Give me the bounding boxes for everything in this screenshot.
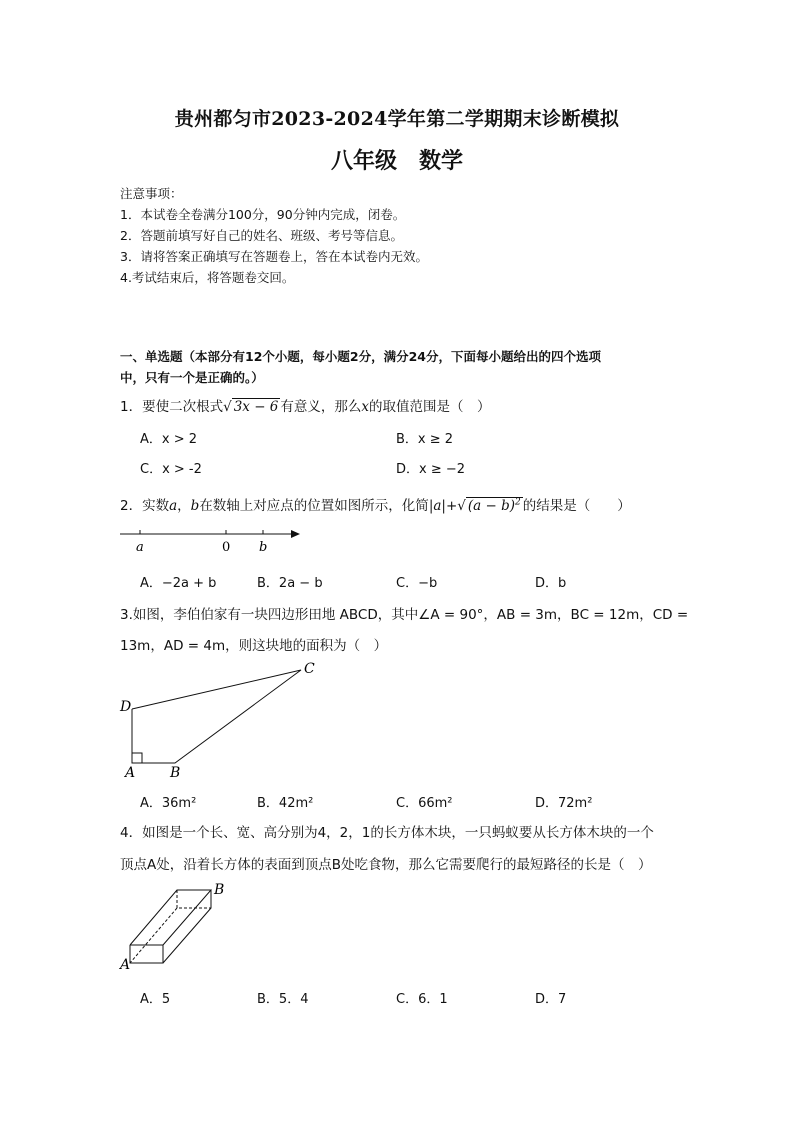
notes-heading: 注意事项： [120,186,183,201]
vertex-b: B [214,882,225,898]
q4-option-b[interactable]: B．5．4 [257,992,309,1007]
q2-pre: 2．实数 [120,498,170,514]
right-angle-mark [132,753,142,763]
q2-b: b [190,498,200,514]
number-line-figure [118,524,308,556]
q2-mid: 在数轴上对应点的位置如图所示，化简 [199,498,429,514]
number-line-arrow [291,530,300,538]
label-a: a [136,540,144,555]
vertex-a: A [125,765,136,781]
q1-option-b[interactable]: B．x ≥ 2 [396,432,454,447]
q1-pre: 1．要使二次根式 [120,399,224,415]
q3-option-c[interactable]: C．66m² [396,796,453,811]
q4-option-d[interactable]: D．7 [535,992,567,1007]
exam-subtitle: 八年级 数学 [330,149,463,174]
sqrt-symbol: √ [457,498,466,514]
q4-option-c[interactable]: C．6．1 [396,992,448,1007]
cuboid-top-face [130,890,211,945]
exam-title: 贵州都匀市2023-2024学年第二学期期末诊断模拟 [174,108,620,130]
hidden-edges-back [177,890,211,908]
q2-plus: + [445,498,458,514]
q2-radicand [466,497,523,514]
q2-option-b[interactable]: B．2a − b [257,576,323,591]
q2-abs: |a| [428,498,446,514]
label-b: b [259,540,268,555]
section-heading-line1: 一、单选题（本部分有12个小题，每小题2分，满分24分，下面每小题给出的四个选项 [120,349,601,364]
question-3-line2: 13m，AD = 4m，则这块地的面积为（ ） [120,638,388,654]
vertex-b: B [170,765,181,781]
quadrilateral-abcd [132,670,301,763]
question-1-stem [120,395,491,415]
question-2-stem [120,494,631,514]
q1-mid: 有意义，那么 [280,399,362,415]
q2-option-d[interactable]: D．b [535,576,567,591]
note-item-3: 3．请将答案正确填写在答题卷上，答在本试卷内无效。 [120,249,428,264]
sqrt-symbol: √ [223,399,232,415]
q3-option-a[interactable]: A．36m² [140,796,197,811]
q2-post: 的结果是（ ） [522,498,631,514]
quadrilateral-figure [115,656,325,781]
note-item-4: 4.考试结束后，将答题卷交回。 [120,270,295,285]
question-3-line1: 3.如图，李伯伯家有一块四边形田地 ABCD，其中∠A = 90°，AB = 3m，BC = 12m，CD = [120,607,689,623]
vertex-a: A [120,957,131,972]
q2-option-c[interactable]: C．−b [396,576,438,591]
q3-option-b[interactable]: B．42m² [257,796,314,811]
q1-var: x [361,399,370,415]
q2-sep: ， [177,498,191,514]
q1-post: 的取值范围是（ ） [369,399,491,415]
vertex-c: C [304,661,315,677]
q1-option-c[interactable]: C．x > -2 [140,462,202,477]
q2-exponent: 2 [515,497,521,508]
question-4-line1: 4．如图是一个长、宽、高分别为4，2，1的长方体木块，一只蚂蚁要从长方体木块的一个 [120,825,654,841]
q1-option-a[interactable]: A．x > 2 [140,432,198,447]
q2-a: a [169,498,178,514]
vertex-d: D [120,699,132,715]
q3-option-d[interactable]: D．72m² [535,796,593,811]
q4-option-a[interactable]: A．5 [140,992,171,1007]
q2-option-a[interactable]: A．−2a + b [140,576,217,591]
cuboid-right-face [163,890,211,963]
q2-radicand-text: (a − b) [467,498,516,514]
q1-radicand: 3x − 6 [233,399,279,415]
question-4-line2: 顶点A处，沿着长方体的表面到顶点B处吃食物，那么它需要爬行的最短路径的长是（ ） [120,857,652,873]
q1-option-d[interactable]: D．x ≥ −2 [396,462,466,477]
cuboid-figure [115,880,235,972]
note-item-2: 2．答题前填写好自己的姓名、班级、考号等信息。 [120,228,403,243]
cuboid-front-face [130,945,163,963]
note-item-1: 1．本试卷全卷满分100分，90分钟内完成，闭卷。 [120,207,406,222]
label-zero: 0 [222,540,231,555]
section-heading-line2: 中，只有一个是正确的。） [120,370,264,385]
